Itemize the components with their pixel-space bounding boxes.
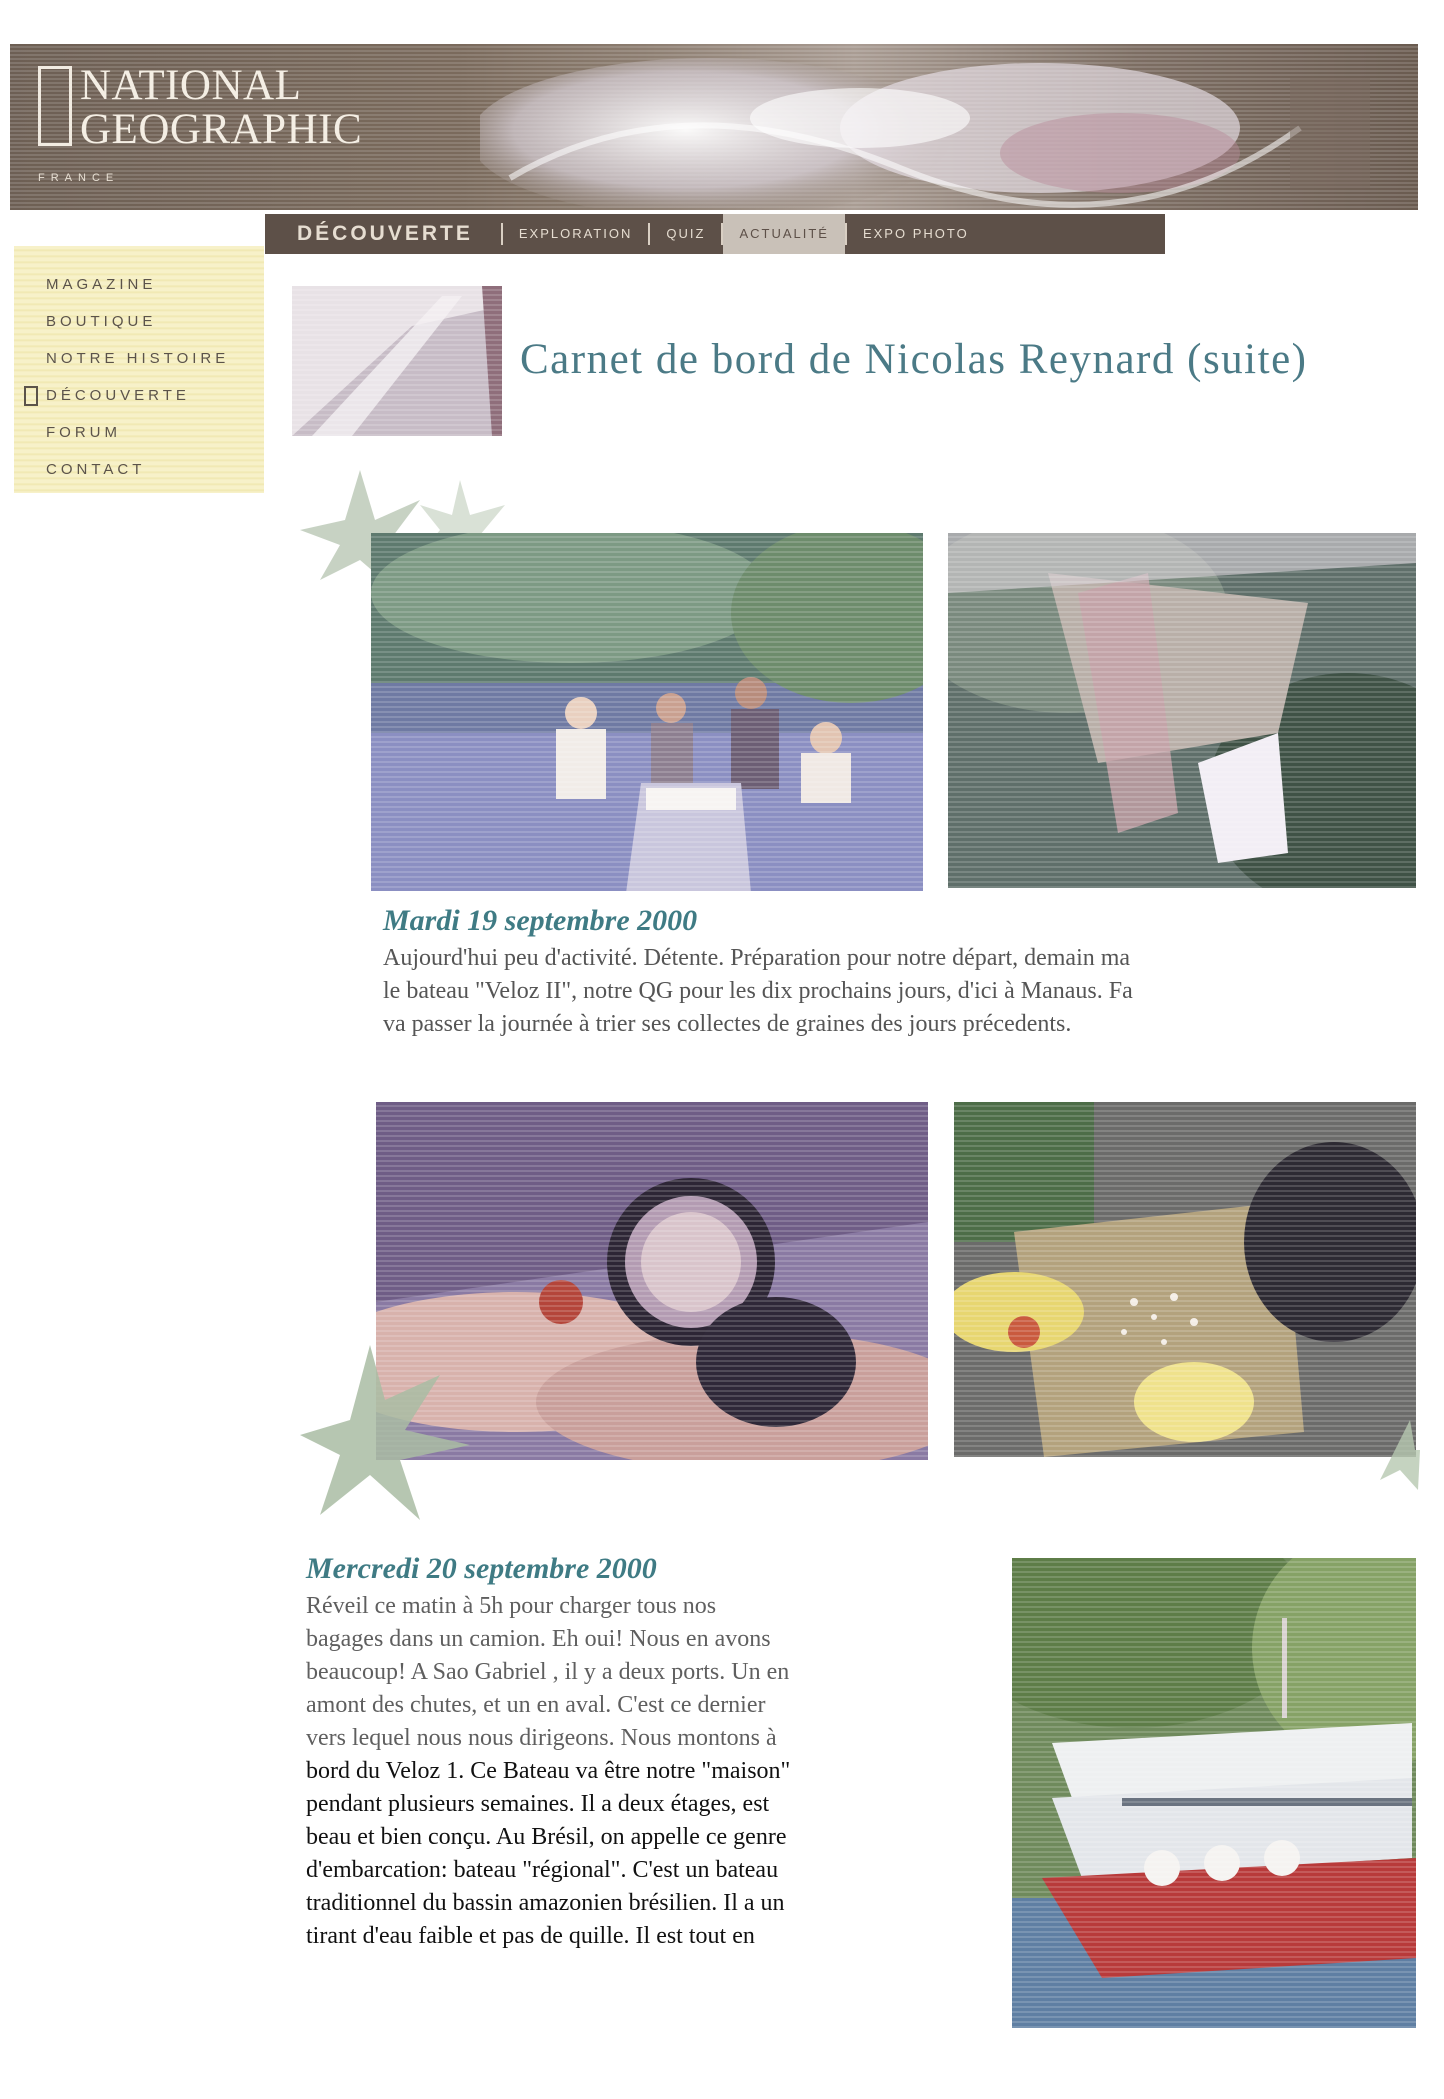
selected-marker-icon (24, 386, 38, 406)
entry-text (383, 942, 1423, 1041)
sidebar-item-forum[interactable] (14, 414, 264, 451)
header-banner (10, 44, 1418, 210)
entry-line: pendant plusieurs semaines. Il a deux étages, est (306, 1791, 770, 1817)
sidebar-item-label: NOTRE HISTOIRE (46, 350, 230, 367)
sidebar-item-label: DÉCOUVERTE (46, 387, 190, 404)
sidebar (14, 246, 264, 493)
sidebar-item-magazine[interactable] (14, 266, 264, 303)
entry-text (306, 1590, 1006, 1953)
leaf-decoration-icon (300, 1345, 490, 1525)
entry-line: bord du Veloz 1. Ce Bateau va être notre "maison" (306, 1758, 791, 1784)
photo-group-in-water (371, 533, 923, 891)
entry-line: beau et bien conçu. Au Brésil, on appelle ce genre (306, 1824, 787, 1850)
tab-exploration[interactable]: EXPLORATION (518, 226, 633, 241)
entry-date: Mardi 19 septembre 2000 (383, 904, 698, 937)
site-logo[interactable] (80, 64, 362, 152)
entry-line: Réveil ce matin à 5h pour charger tous nos (306, 1593, 717, 1619)
logo-frame-icon (38, 66, 72, 146)
page-title: Carnet de bord de Nicolas Reynard (suite) (520, 336, 1308, 383)
photo-riverboat (1012, 1558, 1416, 2028)
tab-expo-photo[interactable]: EXPO PHOTO (862, 226, 969, 241)
entry-line: amont des chutes, et un en aval. C'est ce dernier (306, 1692, 766, 1718)
logo-line-national: NATIONAL (80, 62, 302, 109)
entry-line: tirant d'eau faible et pas de quille. Il est tout en (306, 1923, 755, 1949)
tab-decouverte[interactable]: DÉCOUVERTE (297, 222, 473, 245)
entry-line: vers lequel nous nous dirigeons. Nous montons à (306, 1725, 777, 1751)
entry-line: d'embarcation: bateau "régional". C'est un bateau (306, 1857, 779, 1883)
sidebar-item-boutique[interactable] (14, 303, 264, 340)
leaf-decoration-icon (1380, 1420, 1420, 1490)
entry-line: beaucoup! A Sao Gabriel , il y a deux ports. Un en (306, 1659, 790, 1685)
sidebar-item-label: CONTACT (46, 461, 146, 478)
sidebar-item-notre-histoire[interactable] (14, 340, 264, 377)
logo-subtitle: FRANCE (38, 172, 120, 184)
entry-line: va passer la journée à trier ses collectes de graines des jours précedents. (383, 1011, 1072, 1037)
photo-hanging-laundry (948, 533, 1416, 888)
entry-line: le bateau "Veloz II", notre QG pour les dix prochains jours, d'ici à Manaus. Fa (383, 978, 1133, 1004)
entry-line: bagages dans un camion. Eh oui! Nous en avons (306, 1626, 771, 1652)
sidebar-item-decouverte[interactable] (14, 377, 264, 414)
entry-date: Mercredi 20 septembre 2000 (306, 1552, 657, 1585)
photo-sorting-seeds (954, 1102, 1416, 1457)
main-nav (265, 214, 1165, 254)
entry-line: Aujourd'hui peu d'activité. Détente. Préparation pour notre départ, demain ma (383, 945, 1131, 971)
sidebar-item-label: BOUTIQUE (46, 313, 157, 330)
title-decoration-image (292, 286, 502, 436)
sidebar-item-contact[interactable] (14, 451, 264, 488)
sidebar-item-label: FORUM (46, 424, 121, 441)
tab-actualite[interactable]: ACTUALITÉ (723, 214, 845, 254)
banner-illustration (480, 58, 1380, 208)
logo-line-geographic: GEOGRAPHIC (80, 106, 363, 153)
sidebar-item-label: MAGAZINE (46, 276, 157, 293)
entry-line: traditionnel du bassin amazonien brésilien. Il a un (306, 1890, 785, 1916)
tab-quiz[interactable]: QUIZ (666, 226, 706, 241)
